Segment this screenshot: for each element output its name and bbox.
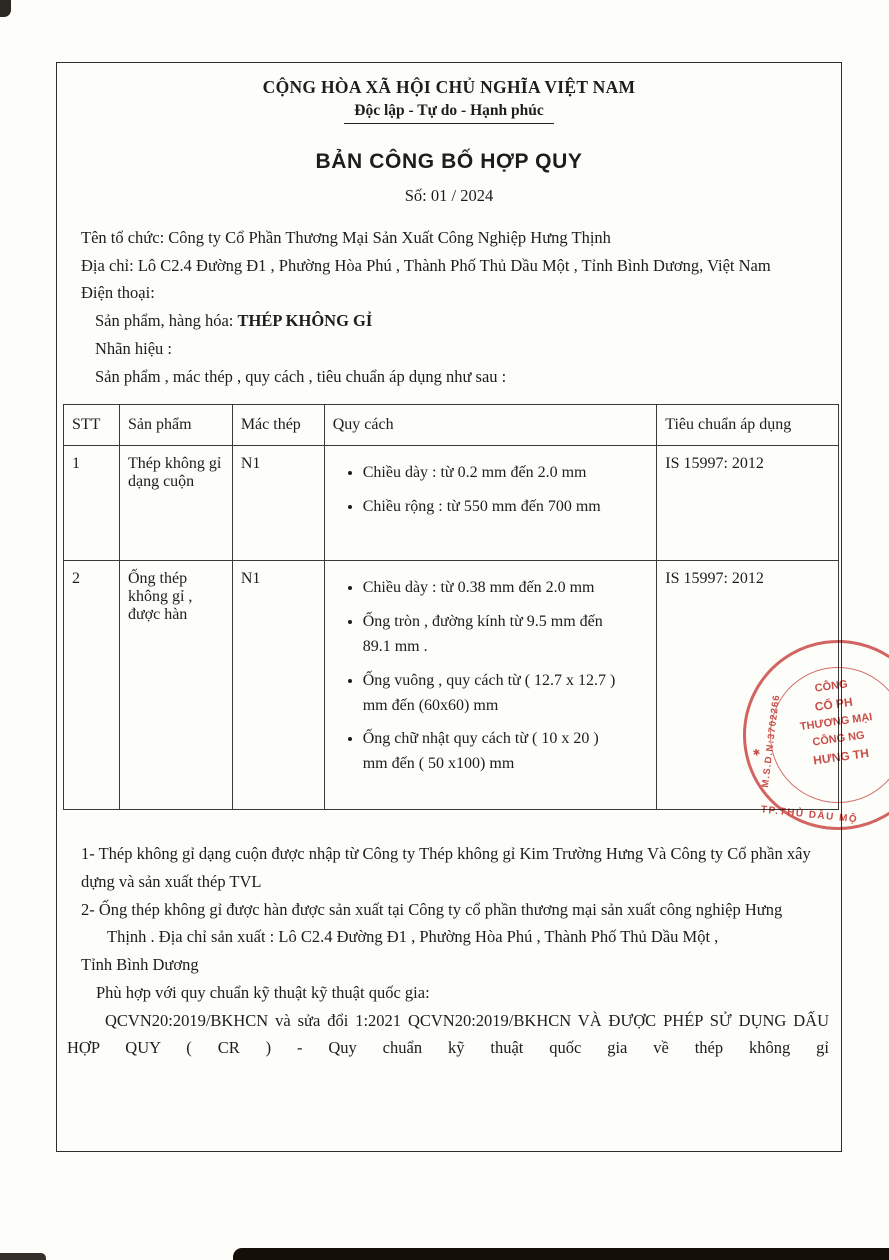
cell-grade: N1 [232, 446, 324, 561]
cell-stt: 1 [64, 446, 120, 561]
header-grade: Mác thép [232, 405, 324, 446]
cell-standard: IS 15997: 2012 [657, 561, 839, 810]
product-value: THÉP KHÔNG GỈ [237, 311, 373, 331]
document-border-frame [56, 62, 842, 1152]
cell-specs [324, 446, 657, 561]
phone-line: Điện thoại: [81, 283, 155, 303]
spec-item: • Ống vuông , quy cách từ ( 12.7 x 12.7 ) mm đến (60x60) mm [363, 669, 623, 719]
product-spec-table [63, 404, 839, 810]
motto-wrap [63, 102, 835, 124]
header-stt: STT [64, 405, 120, 446]
table-row [64, 561, 839, 810]
header-standard: Tiêu chuẩn áp dụng [657, 405, 839, 446]
stamp-line: CÔNG [814, 678, 849, 695]
national-motto: Độc lập - Tự do - Hạnh phúc [344, 102, 553, 124]
brand-line: Nhãn hiệu : [95, 338, 172, 358]
document-title: BẢN CÔNG BỐ HỢP QUY [315, 150, 583, 173]
spec-item: • Chiều rộng : từ 550 mm đến 700 mm [363, 495, 623, 520]
spec-item: • Chiều dày : từ 0.2 mm đến 2.0 mm [363, 461, 623, 486]
stamp-line: HƯNG TH [812, 745, 870, 768]
spec-item: • Ống tròn , đường kính từ 9.5 mm đến 89.1 mm . [363, 610, 623, 660]
product-label: Sản phẩm, hàng hóa: [95, 311, 238, 331]
notes-block [67, 840, 829, 1062]
stamp-star-icon: ✱ [751, 747, 761, 759]
note-2: 2- Ống thép không gỉ được hàn được sản xuất tại Công ty cổ phần thương mại sản xuất công nghiệp Hưng Thịnh . Địa chỉ sản xuất : Lô C2.4 Đường Đ1 , Phường Hòa Phú , Thành Phố Thủ Dầu Một , [81, 899, 783, 947]
company-red-stamp [731, 628, 889, 843]
conformity-line: Phù hợp với quy chuẩn kỹ thuật kỹ thuật quốc gia: [96, 982, 430, 1002]
document-number: Số: 01 / 2024 [404, 186, 494, 205]
cell-specs [324, 561, 657, 810]
table-intro-line: Sản phẩm , mác thép , quy cách , tiêu chuẩn áp dụng như sau : [95, 366, 507, 386]
regulation-paragraph: QCVN20:2019/BKHCN và sửa đổi 1:2021 QCVN20:2019/BKHCN VÀ ĐƯỢC PHÉP SỬ DỤNG DẤU HỢP QUY ( CR ) - Quy chuẩn kỹ thuật quốc gia về thép không gỉ [67, 1010, 829, 1058]
scan-artifact-top-left [0, 0, 11, 17]
cell-product: Ống thép không gỉ , được hàn [119, 561, 232, 810]
scan-artifact-bottom-left [0, 1253, 46, 1260]
stamp-line: CÔNG NG [811, 729, 866, 749]
stamp-line: THƯƠNG MẠI [799, 710, 874, 733]
spec-item: • Ống chữ nhật quy cách từ ( 10 x 20 ) mm đến ( 50 x100) mm [363, 727, 623, 777]
stamp-center-text [766, 670, 889, 776]
header-spec: Quy cách [324, 405, 657, 446]
province-line: Tỉnh Bình Dương [81, 955, 199, 975]
stamp-city-text: TP.THỦ DẦU MỘ [760, 804, 859, 826]
address-line: Địa chỉ: Lô C2.4 Đường Đ1 , Phường Hòa Phú , Thành Phố Thủ Dầu Một , Tỉnh Bình Dương, Việt Nam [81, 255, 771, 275]
document-intro-block [81, 224, 817, 390]
spec-item: • Chiều dày : từ 0.38 mm đến 2.0 mm [363, 576, 623, 601]
national-header: CỘNG HÒA XÃ HỘI CHỦ NGHĨA VIỆT NAM [262, 77, 636, 97]
organization-line: Tên tổ chức: Công ty Cổ Phần Thương Mại Sản Xuất Công Nghiệp Hưng Thịnh [81, 228, 611, 247]
cell-grade: N1 [232, 561, 324, 810]
cell-standard: IS 15997: 2012 [657, 446, 839, 561]
table-header-row [64, 405, 839, 446]
note-1: 1- Thép không gỉ dạng cuộn được nhập từ Công ty Thép không gỉ Kim Trường Hưng Và Công ty Cổ phần xây dựng và sản xuất thép TVL [81, 844, 811, 892]
stamp-line: CỔ PH [813, 694, 854, 714]
table-row [64, 446, 839, 561]
cell-product: Thép không gỉ dạng cuộn [119, 446, 232, 561]
stamp-msdn-text: M.S.D.N:3702266 [759, 693, 783, 789]
header-product: Sản phẩm [119, 405, 232, 446]
cell-stt: 2 [64, 561, 120, 810]
scan-artifact-bottom-band [233, 1248, 889, 1260]
product-line [81, 307, 817, 335]
